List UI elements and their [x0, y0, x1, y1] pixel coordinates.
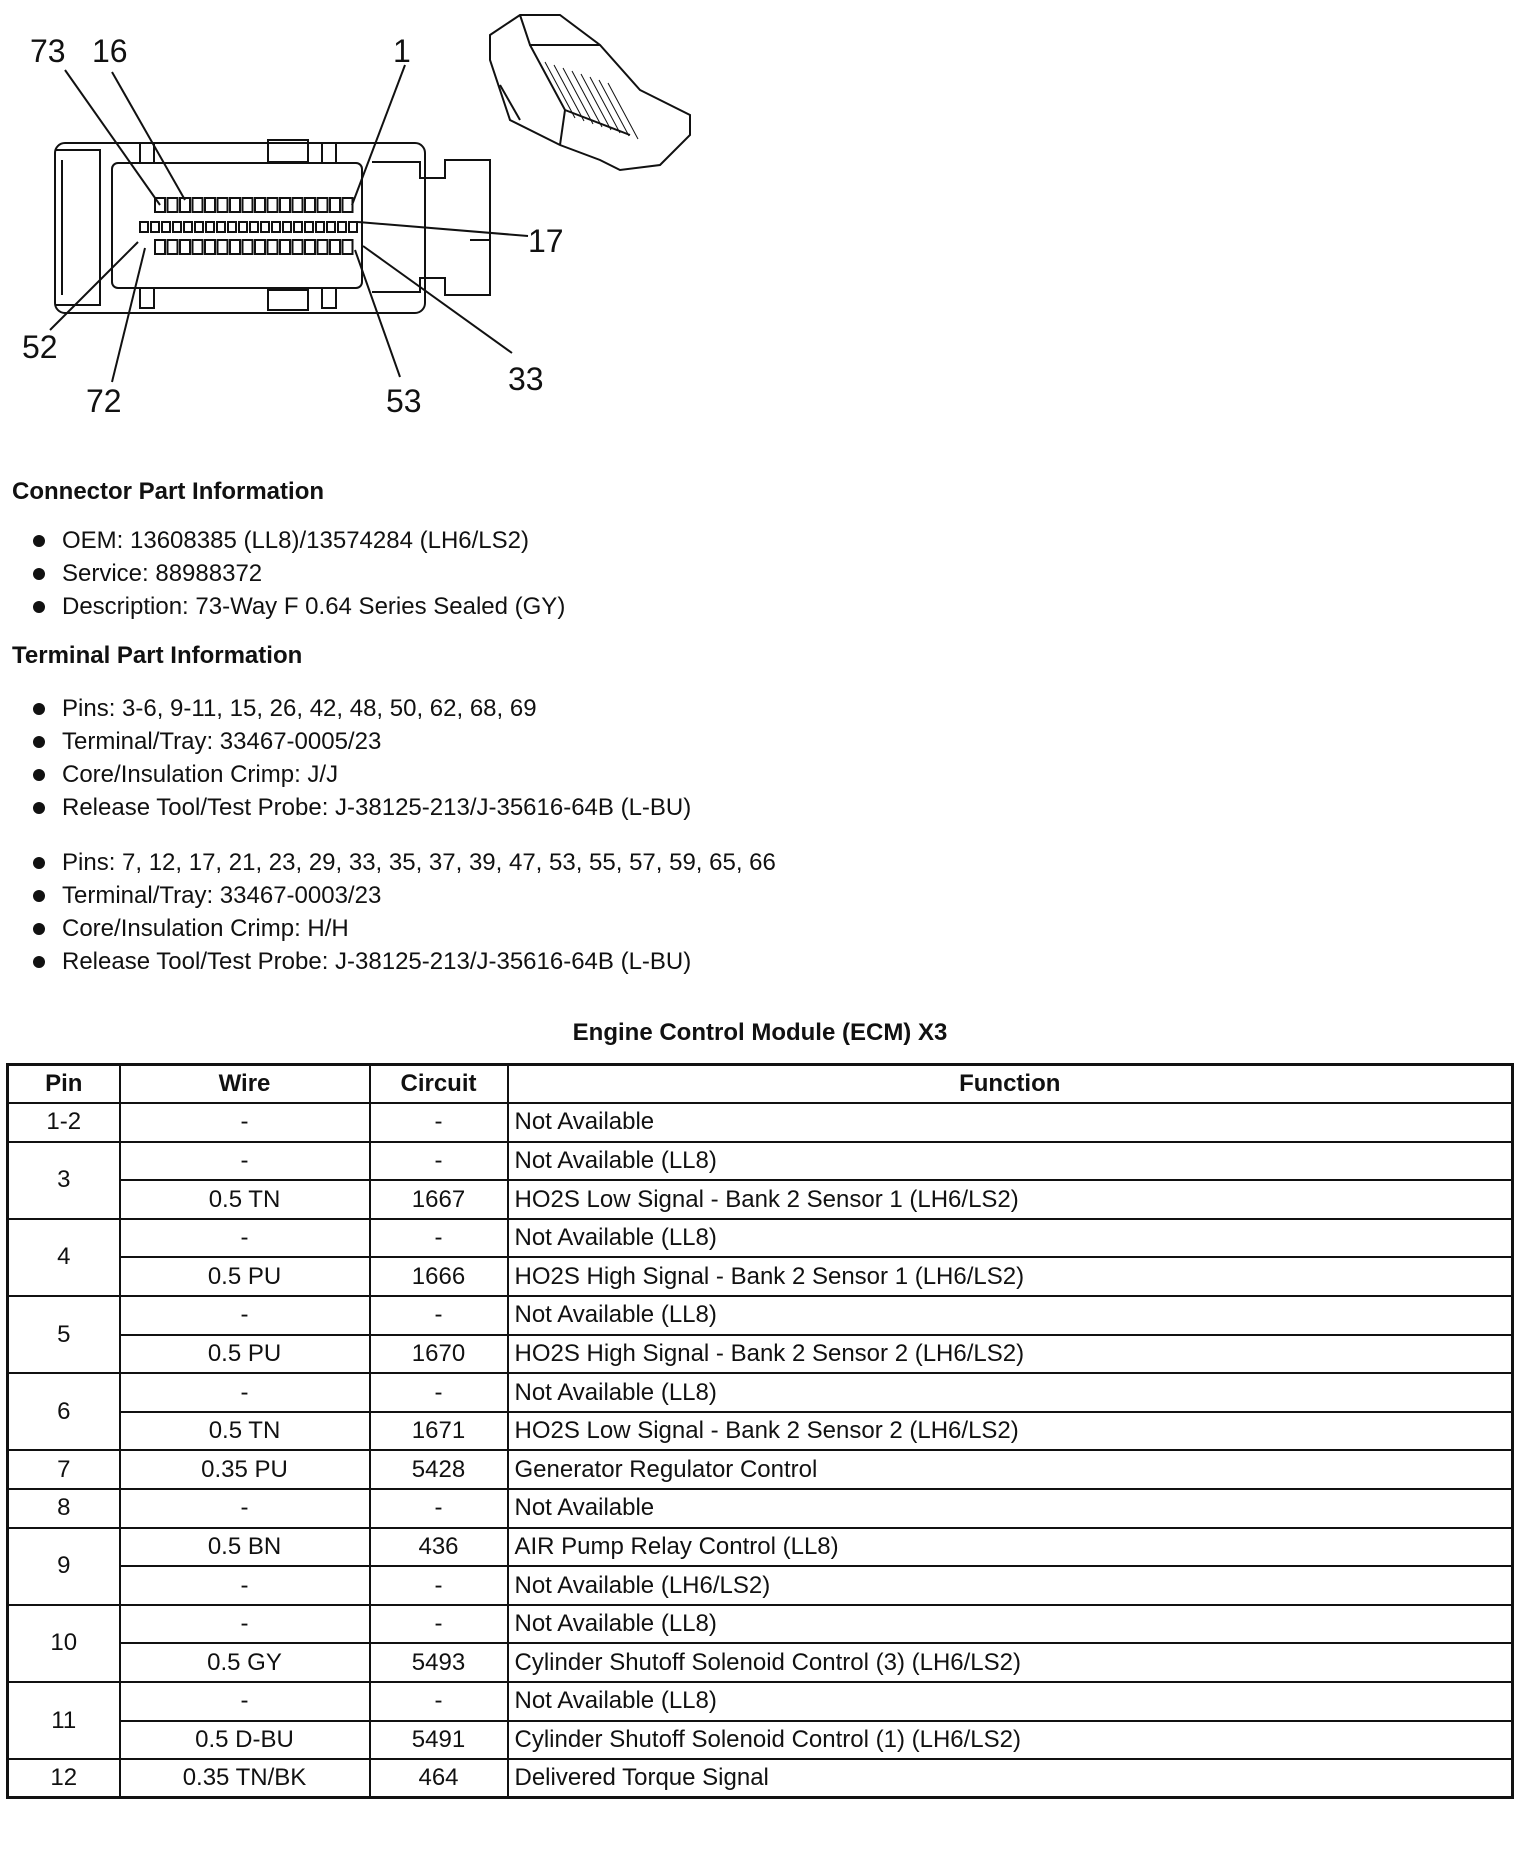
pin-cavity — [168, 198, 178, 212]
pin-cavity — [283, 222, 291, 232]
pin-cavity — [318, 198, 328, 212]
wire-cell: - — [120, 1605, 370, 1644]
circuit-cell: 436 — [370, 1528, 508, 1567]
pin-cavity — [162, 222, 170, 232]
pin-cavity — [294, 222, 302, 232]
wire-cell: 0.5 TN — [120, 1412, 370, 1451]
table-row — [8, 1180, 1513, 1219]
wire-cell: 0.5 TN — [120, 1180, 370, 1219]
pin-cavity — [261, 222, 269, 232]
wire-cell: - — [120, 1142, 370, 1181]
connector-info-list — [12, 524, 1112, 623]
pin-cavity — [280, 198, 290, 212]
pin-cavity — [293, 240, 303, 254]
table-row — [8, 1528, 1513, 1567]
terminal-info-crimp: Core/Insulation Crimp: H/H — [12, 912, 1112, 945]
pin-cavity — [327, 222, 335, 232]
wire-cell: 0.35 PU — [120, 1450, 370, 1489]
pin-cavity — [168, 240, 178, 254]
function-cell: Not Available (LL8) — [508, 1605, 1513, 1644]
connector-diagram — [0, 0, 720, 440]
wire-cell: 0.5 PU — [120, 1257, 370, 1296]
pin-cavity — [228, 222, 236, 232]
wire-cell: 0.5 BN — [120, 1528, 370, 1567]
pin-number-label: 73 — [30, 33, 66, 69]
pin-cavity — [218, 198, 228, 212]
terminal-info-tray: Terminal/Tray: 33467-0005/23 — [12, 725, 1112, 758]
pin-cavity — [230, 240, 240, 254]
pin-number-label: 33 — [508, 361, 544, 397]
function-cell: HO2S Low Signal - Bank 2 Sensor 2 (LH6/LS2) — [508, 1412, 1513, 1451]
circuit-cell: 1671 — [370, 1412, 508, 1451]
wire-cell: - — [120, 1219, 370, 1258]
table-row — [8, 1566, 1513, 1605]
pin-cell: 8 — [8, 1489, 120, 1528]
connector-info-oem: OEM: 13608385 (LL8)/13574284 (LH6/LS2) — [12, 524, 1112, 557]
function-cell: Cylinder Shutoff Solenoid Control (3) (LH6/LS2) — [508, 1643, 1513, 1682]
circuit-cell: - — [370, 1605, 508, 1644]
pin-cavity — [140, 222, 148, 232]
table-row — [8, 1605, 1513, 1644]
pin-cavity — [343, 240, 353, 254]
circuit-cell: 1670 — [370, 1335, 508, 1374]
function-cell: Not Available (LL8) — [508, 1142, 1513, 1181]
function-cell: Not Available (LL8) — [508, 1219, 1513, 1258]
wire-cell: - — [120, 1296, 370, 1335]
table-row — [8, 1643, 1513, 1682]
pin-number-label: 52 — [22, 329, 58, 365]
pin-number-label: 16 — [92, 33, 128, 69]
pin-cavity — [280, 240, 290, 254]
circuit-cell: 464 — [370, 1759, 508, 1798]
pin-cell: 10 — [8, 1605, 120, 1682]
pin-cavity — [268, 198, 278, 212]
table-row — [8, 1450, 1513, 1489]
table-row — [8, 1335, 1513, 1374]
function-cell: HO2S Low Signal - Bank 2 Sensor 1 (LH6/LS2) — [508, 1180, 1513, 1219]
pin-cavity — [343, 198, 353, 212]
circuit-cell: - — [370, 1373, 508, 1412]
function-cell: Not Available (LH6/LS2) — [508, 1566, 1513, 1605]
pin-cavity — [316, 222, 324, 232]
table-title: Engine Control Module (ECM) X3 — [572, 1019, 948, 1046]
table-row — [8, 1103, 1513, 1142]
table-row — [8, 1412, 1513, 1451]
terminal-info-tool: Release Tool/Test Probe: J-38125-213/J-35616-64B (L-BU) — [12, 791, 1112, 824]
pin-cavity — [193, 198, 203, 212]
pin-cavity — [243, 198, 253, 212]
connector-info-service: Service: 88988372 — [12, 557, 1112, 590]
pin-cavity — [151, 222, 159, 232]
terminal-info-tray: Terminal/Tray: 33467-0003/23 — [12, 879, 1112, 912]
circuit-cell: - — [370, 1219, 508, 1258]
circuit-cell: - — [370, 1142, 508, 1181]
circuit-cell: - — [370, 1566, 508, 1605]
pin-cell: 11 — [8, 1682, 120, 1759]
pin-cavity — [330, 198, 340, 212]
pin-cavity — [184, 222, 192, 232]
pin-cavity — [195, 222, 203, 232]
table-row — [8, 1373, 1513, 1412]
pin-cavity — [180, 198, 190, 212]
circuit-cell: - — [370, 1489, 508, 1528]
pin-cavity — [155, 240, 165, 254]
terminal-info-pins: Pins: 3-6, 9-11, 15, 26, 42, 48, 50, 62, 68, 69 — [12, 692, 1112, 725]
terminal-info-group-1 — [12, 692, 1112, 824]
circuit-cell: 5491 — [370, 1721, 508, 1760]
pin-cell: 1-2 — [8, 1103, 120, 1142]
function-cell: Generator Regulator Control — [508, 1450, 1513, 1489]
pin-cavity — [206, 222, 214, 232]
pin-cavity — [205, 240, 215, 254]
function-cell: HO2S High Signal - Bank 2 Sensor 2 (LH6/LS2) — [508, 1335, 1513, 1374]
pin-cavity — [305, 240, 315, 254]
connector-3d-view — [490, 15, 690, 170]
header-wire: Wire — [120, 1065, 370, 1104]
circuit-cell: - — [370, 1682, 508, 1721]
terminal-info-title: Terminal Part Information — [12, 642, 303, 669]
wire-cell: 0.5 GY — [120, 1643, 370, 1682]
pin-cavity — [230, 198, 240, 212]
circuit-cell: 5428 — [370, 1450, 508, 1489]
pin-cell: 12 — [8, 1759, 120, 1798]
pin-cavity — [255, 240, 265, 254]
circuit-cell: 1666 — [370, 1257, 508, 1296]
pin-cell: 3 — [8, 1142, 120, 1219]
function-cell: AIR Pump Relay Control (LL8) — [508, 1528, 1513, 1567]
pin-cavity — [305, 198, 315, 212]
pin-cavity — [193, 240, 203, 254]
pin-cavity — [272, 222, 280, 232]
header-circuit: Circuit — [370, 1065, 508, 1104]
wire-cell: - — [120, 1682, 370, 1721]
pin-cavity — [205, 198, 215, 212]
pin-number-label: 53 — [386, 383, 422, 419]
pin-cavity — [338, 222, 346, 232]
pin-number-label: 72 — [86, 383, 122, 419]
terminal-info-group-2 — [12, 846, 1112, 978]
table-row — [8, 1682, 1513, 1721]
table-row — [8, 1296, 1513, 1335]
function-cell: HO2S High Signal - Bank 2 Sensor 1 (LH6/LS2) — [508, 1257, 1513, 1296]
pin-cavity — [255, 198, 265, 212]
wire-cell: - — [120, 1566, 370, 1605]
table-header-row — [8, 1065, 1513, 1104]
pin-cavity — [173, 222, 181, 232]
terminal-info-pins: Pins: 7, 12, 17, 21, 23, 29, 33, 35, 37, 39, 47, 53, 55, 57, 59, 65, 66 — [12, 846, 1112, 879]
function-cell: Cylinder Shutoff Solenoid Control (1) (LH6/LS2) — [508, 1721, 1513, 1760]
function-cell: Not Available (LL8) — [508, 1296, 1513, 1335]
ecm-pinout-table — [6, 1063, 1514, 1799]
terminal-info-tool: Release Tool/Test Probe: J-38125-213/J-35616-64B (L-BU) — [12, 945, 1112, 978]
pin-cavity — [318, 240, 328, 254]
function-cell: Not Available (LL8) — [508, 1373, 1513, 1412]
function-cell: Not Available — [508, 1103, 1513, 1142]
pin-cell: 5 — [8, 1296, 120, 1373]
table-row — [8, 1219, 1513, 1258]
pin-cavity — [180, 240, 190, 254]
connector-info-description: Description: 73-Way F 0.64 Series Sealed (GY) — [12, 590, 1112, 623]
table-row — [8, 1759, 1513, 1798]
pin-cavity — [305, 222, 313, 232]
pin-cell: 7 — [8, 1450, 120, 1489]
pin-grid — [140, 198, 357, 254]
wire-cell: 0.35 TN/BK — [120, 1759, 370, 1798]
pin-cell: 6 — [8, 1373, 120, 1450]
pin-number-label: 17 — [528, 223, 564, 259]
connector-part-info — [12, 478, 1112, 623]
circuit-cell: 5493 — [370, 1643, 508, 1682]
pin-cell: 4 — [8, 1219, 120, 1296]
wire-cell: - — [120, 1373, 370, 1412]
header-function: Function — [508, 1065, 1513, 1104]
pin-cavity — [250, 222, 258, 232]
function-cell: Not Available — [508, 1489, 1513, 1528]
circuit-cell: - — [370, 1103, 508, 1142]
wire-cell: - — [120, 1103, 370, 1142]
pin-cavity — [243, 240, 253, 254]
pin-cavity — [239, 222, 247, 232]
wire-cell: 0.5 PU — [120, 1335, 370, 1374]
pin-cavity — [268, 240, 278, 254]
pin-cavity — [218, 240, 228, 254]
pin-cavity — [293, 198, 303, 212]
wire-cell: - — [120, 1489, 370, 1528]
function-cell: Not Available (LL8) — [508, 1682, 1513, 1721]
pin-cell: 9 — [8, 1528, 120, 1605]
circuit-cell: 1667 — [370, 1180, 508, 1219]
terminal-part-info — [12, 642, 1112, 978]
wire-cell: 0.5 D-BU — [120, 1721, 370, 1760]
table-row — [8, 1142, 1513, 1181]
circuit-cell: - — [370, 1296, 508, 1335]
header-pin: Pin — [8, 1065, 120, 1104]
table-row — [8, 1721, 1513, 1760]
function-cell: Delivered Torque Signal — [508, 1759, 1513, 1798]
connector-info-title: Connector Part Information — [12, 478, 325, 505]
table-row — [8, 1489, 1513, 1528]
pin-cavity — [349, 222, 357, 232]
pin-number-label: 1 — [393, 33, 411, 69]
table-row — [8, 1257, 1513, 1296]
pin-cavity — [330, 240, 340, 254]
terminal-info-crimp: Core/Insulation Crimp: J/J — [12, 758, 1112, 791]
pin-cavity — [217, 222, 225, 232]
